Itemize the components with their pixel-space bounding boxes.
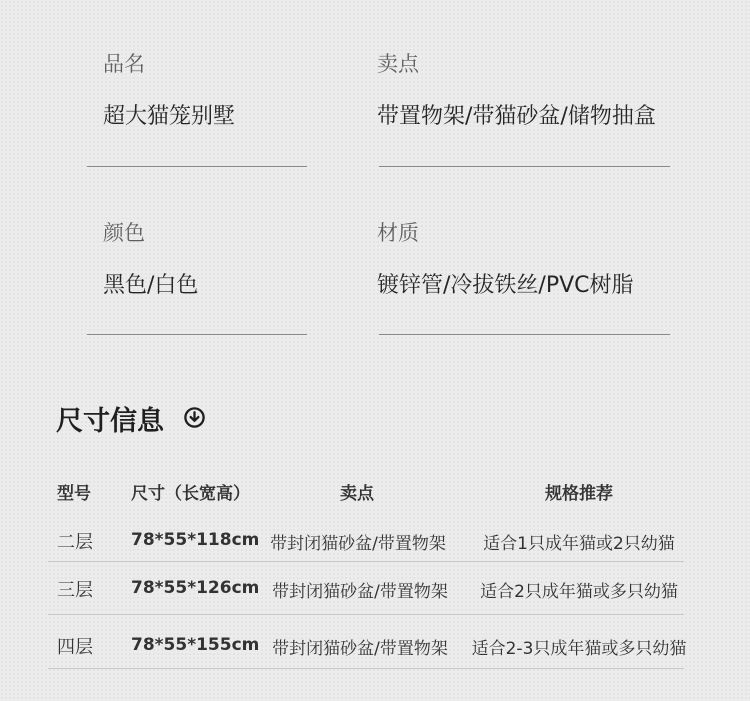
- material-value: 镀锌管/冷拔铁丝/PVC树脂: [377, 273, 634, 298]
- table-cell-selling-point: 带封闭猫砂盆/带置物架: [270, 534, 446, 554]
- divider: [379, 166, 670, 167]
- divider: [87, 334, 307, 335]
- table-cell-selling-point: 带封闭猫砂盆/带置物架: [272, 582, 448, 602]
- table-cell-size: 78*55*126cm: [131, 578, 260, 598]
- table-header-size: 尺寸（长宽高）: [131, 484, 250, 504]
- selling-point-value: 带置物架/带猫砂盆/储物抽盒: [377, 104, 656, 129]
- material-label: 材质: [377, 221, 419, 245]
- table-cell-recommendation: 适合1只成年猫或2只幼猫: [483, 534, 675, 554]
- selling-point-label: 卖点: [377, 52, 419, 76]
- name-label: 品名: [103, 52, 145, 76]
- divider: [87, 166, 307, 167]
- row-divider: [48, 614, 684, 615]
- color-value: 黑色/白色: [103, 273, 199, 298]
- table-header-model: 型号: [57, 484, 91, 504]
- row-divider: [48, 668, 684, 669]
- table-cell-model: 三层: [57, 580, 93, 601]
- table-cell-model: 四层: [57, 637, 93, 658]
- download-circle-icon: [183, 406, 206, 429]
- table-cell-size: 78*55*118cm: [131, 530, 260, 550]
- row-divider: [48, 561, 684, 562]
- color-label: 颜色: [103, 221, 145, 245]
- divider: [379, 334, 670, 335]
- table-cell-size: 78*55*155cm: [131, 635, 260, 655]
- table-cell-model: 二层: [57, 532, 93, 553]
- table-cell-recommendation: 适合2-3只成年猫或多只幼猫: [471, 639, 687, 659]
- table-header-recommendation: 规格推荐: [545, 484, 613, 504]
- table-cell-recommendation: 适合2只成年猫或多只幼猫: [480, 582, 678, 602]
- table-cell-selling-point: 带封闭猫砂盆/带置物架: [272, 639, 448, 659]
- name-value: 超大猫笼别墅: [103, 104, 236, 129]
- size-section-title: 尺寸信息: [56, 406, 164, 437]
- table-header-selling-point: 卖点: [340, 484, 374, 504]
